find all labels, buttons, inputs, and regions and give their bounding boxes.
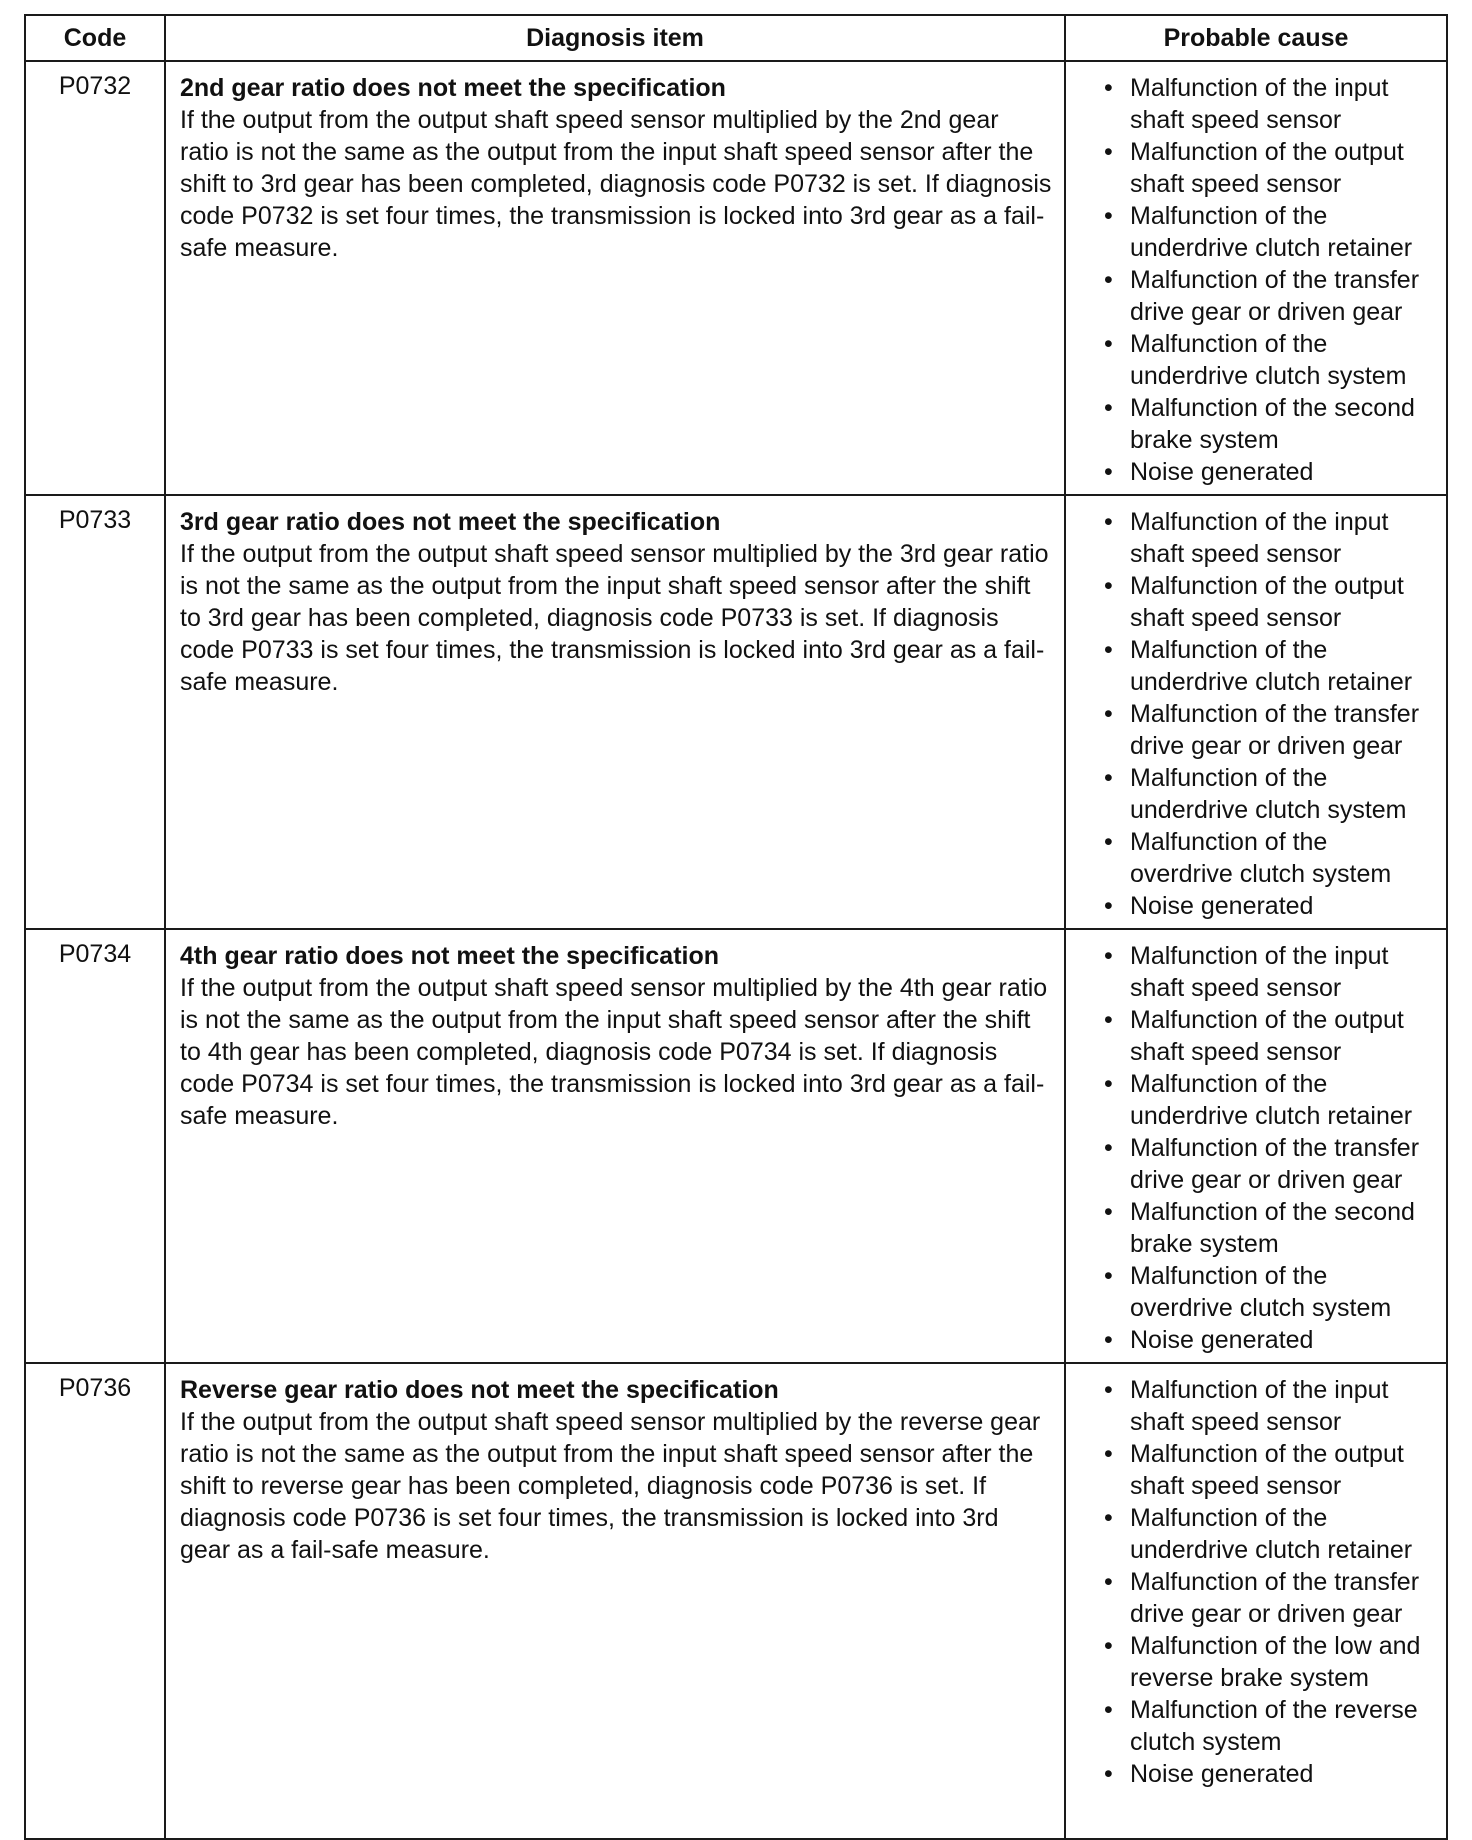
table-row [25,1363,1447,1839]
diagnosis-table [24,14,1448,1840]
probable-cause-text: Noise generated [1130,458,1314,486]
list-item [1100,1438,1436,1502]
diagnosis-item-cell [165,61,1065,495]
probable-cause-text: Malfunction of the input shaft speed sensor [1130,1376,1389,1436]
bullet-icon: • [1104,202,1113,230]
diagnosis-item-description: If the output from the output shaft speed sensor multiplied by the 3rd gear ratio is not the same as the output from the input shaft speed sensor after the shift to 3rd gear has been completed, diagnosis code P0733 is set. If diagnosis code P0733 is set four times, the transmission is locked into 3rd gear as a fail-safe measure. [180,540,1049,696]
probable-cause-text: Malfunction of the transfer drive gear or driven gear [1130,1568,1420,1628]
list-item [1100,1694,1436,1758]
table-row [25,61,1447,495]
bullet-icon: • [1104,1568,1113,1596]
list-item [1100,634,1436,698]
diagnosis-code: P0734 [25,929,165,1363]
list-item [1100,392,1436,456]
bullet-icon: • [1104,508,1113,536]
bullet-icon: • [1104,764,1113,792]
diagnosis-code: P0732 [25,61,165,495]
probable-cause-list [1100,940,1436,1356]
probable-cause-text: Malfunction of the low and reverse brake system [1130,1632,1421,1692]
diagnosis-item-description: If the output from the output shaft speed sensor multiplied by the 4th gear ratio is not the same as the output from the input shaft speed sensor after the shift to 4th gear has been completed, diagnosis code P0734 is set. If diagnosis code P0734 is set four times, the transmission is locked into 3rd gear as a fail-safe measure. [180,974,1048,1130]
bullet-icon: • [1104,394,1113,422]
probable-cause-cell [1065,1363,1447,1839]
bullet-icon: • [1104,572,1113,600]
header-probable-cause: Probable cause [1065,15,1447,61]
probable-cause-text: Malfunction of the underdrive clutch retainer [1130,636,1413,696]
bullet-icon: • [1104,828,1113,856]
bullet-icon: • [1104,1006,1113,1034]
bullet-icon: • [1104,74,1113,102]
probable-cause-text: Noise generated [1130,1760,1314,1788]
probable-cause-list [1100,1374,1436,1790]
list-item [1100,1324,1436,1356]
probable-cause-text: Malfunction of the transfer drive gear or driven gear [1130,700,1420,760]
probable-cause-text: Malfunction of the transfer drive gear or driven gear [1130,266,1420,326]
probable-cause-text: Malfunction of the underdrive clutch retainer [1130,1070,1413,1130]
probable-cause-text: Noise generated [1130,892,1314,920]
bullet-icon: • [1104,1262,1113,1290]
list-item [1100,136,1436,200]
probable-cause-text: Malfunction of the input shaft speed sensor [1130,74,1389,134]
bullet-icon: • [1104,1134,1113,1162]
list-item [1100,506,1436,570]
probable-cause-list [1100,506,1436,922]
bullet-icon: • [1104,1632,1113,1660]
table-header-row [25,15,1447,61]
probable-cause-text: Malfunction of the underdrive clutch retainer [1130,1504,1413,1564]
list-item [1100,1132,1436,1196]
list-item [1100,1374,1436,1438]
list-item [1100,698,1436,762]
bullet-icon: • [1104,1326,1113,1354]
list-item [1100,570,1436,634]
probable-cause-text: Noise generated [1130,1326,1314,1354]
probable-cause-text: Malfunction of the output shaft speed sensor [1130,1006,1404,1066]
bullet-icon: • [1104,330,1113,358]
bullet-icon: • [1104,1760,1113,1788]
probable-cause-text: Malfunction of the second brake system [1130,1198,1415,1258]
list-item [1100,1758,1436,1790]
list-item [1100,72,1436,136]
diagnosis-item-cell [165,1363,1065,1839]
probable-cause-text: Malfunction of the reverse clutch system [1130,1696,1418,1756]
bullet-icon: • [1104,1376,1113,1404]
diagnosis-item-cell [165,495,1065,929]
probable-cause-text: Malfunction of the input shaft speed sensor [1130,508,1389,568]
probable-cause-text: Malfunction of the underdrive clutch system [1130,330,1407,390]
diagnosis-code: P0733 [25,495,165,929]
diagnosis-item-title: Reverse gear ratio does not meet the specification [180,1376,779,1404]
bullet-icon: • [1104,266,1113,294]
probable-cause-text: Malfunction of the transfer drive gear or driven gear [1130,1134,1420,1194]
list-item [1100,1630,1436,1694]
probable-cause-text: Malfunction of the output shaft speed sensor [1130,138,1404,198]
list-item [1100,762,1436,826]
probable-cause-text: Malfunction of the overdrive clutch system [1130,1262,1392,1322]
bullet-icon: • [1104,1440,1113,1468]
probable-cause-list [1100,72,1436,488]
diagnosis-code: P0736 [25,1363,165,1839]
probable-cause-text: Malfunction of the underdrive clutch retainer [1130,202,1413,262]
header-code: Code [25,15,165,61]
probable-cause-text: Malfunction of the underdrive clutch system [1130,764,1407,824]
list-item [1100,264,1436,328]
bullet-icon: • [1104,138,1113,166]
probable-cause-cell [1065,929,1447,1363]
list-item [1100,328,1436,392]
bullet-icon: • [1104,1696,1113,1724]
bullet-icon: • [1104,458,1113,486]
table-row [25,495,1447,929]
list-item [1100,826,1436,890]
bullet-icon: • [1104,942,1113,970]
probable-cause-text: Malfunction of the second brake system [1130,394,1415,454]
list-item [1100,890,1436,922]
diagnosis-item-cell [165,929,1065,1363]
table-row [25,929,1447,1363]
diagnosis-item-description: If the output from the output shaft speed sensor multiplied by the 2nd gear ratio is not the same as the output from the input shaft speed sensor after the shift to 3rd gear has been completed, diagnosis code P0732 is set. If diagnosis code P0732 is set four times, the transmission is locked into 3rd gear as a fail-safe measure. [180,106,1052,262]
bullet-icon: • [1104,700,1113,728]
probable-cause-cell [1065,495,1447,929]
bullet-icon: • [1104,1198,1113,1226]
probable-cause-text: Malfunction of the output shaft speed sensor [1130,1440,1404,1500]
diagnosis-item-title: 2nd gear ratio does not meet the specification [180,74,726,102]
list-item [1100,200,1436,264]
table-body [25,61,1447,1839]
bullet-icon: • [1104,1070,1113,1098]
diagnosis-item-title: 4th gear ratio does not meet the specification [180,942,720,970]
list-item [1100,456,1436,488]
list-item [1100,1260,1436,1324]
probable-cause-text: Malfunction of the output shaft speed sensor [1130,572,1404,632]
probable-cause-text: Malfunction of the input shaft speed sensor [1130,942,1389,1002]
list-item [1100,1566,1436,1630]
diagnosis-item-description: If the output from the output shaft speed sensor multiplied by the reverse gear ratio is not the same as the output from the input shaft speed sensor after the shift to reverse gear has been completed, diagnosis code P0736 is set. If diagnosis code P0736 is set four times, the transmission is locked into 3rd gear as a fail-safe measure. [180,1408,1041,1564]
list-item [1100,1004,1436,1068]
list-item [1100,1502,1436,1566]
list-item [1100,1068,1436,1132]
bullet-icon: • [1104,636,1113,664]
list-item [1100,940,1436,1004]
bullet-icon: • [1104,1504,1113,1532]
diagnosis-item-title: 3rd gear ratio does not meet the specification [180,508,721,536]
bullet-icon: • [1104,892,1113,920]
probable-cause-cell [1065,61,1447,495]
list-item [1100,1196,1436,1260]
header-diagnosis-item: Diagnosis item [165,15,1065,61]
probable-cause-text: Malfunction of the overdrive clutch system [1130,828,1392,888]
